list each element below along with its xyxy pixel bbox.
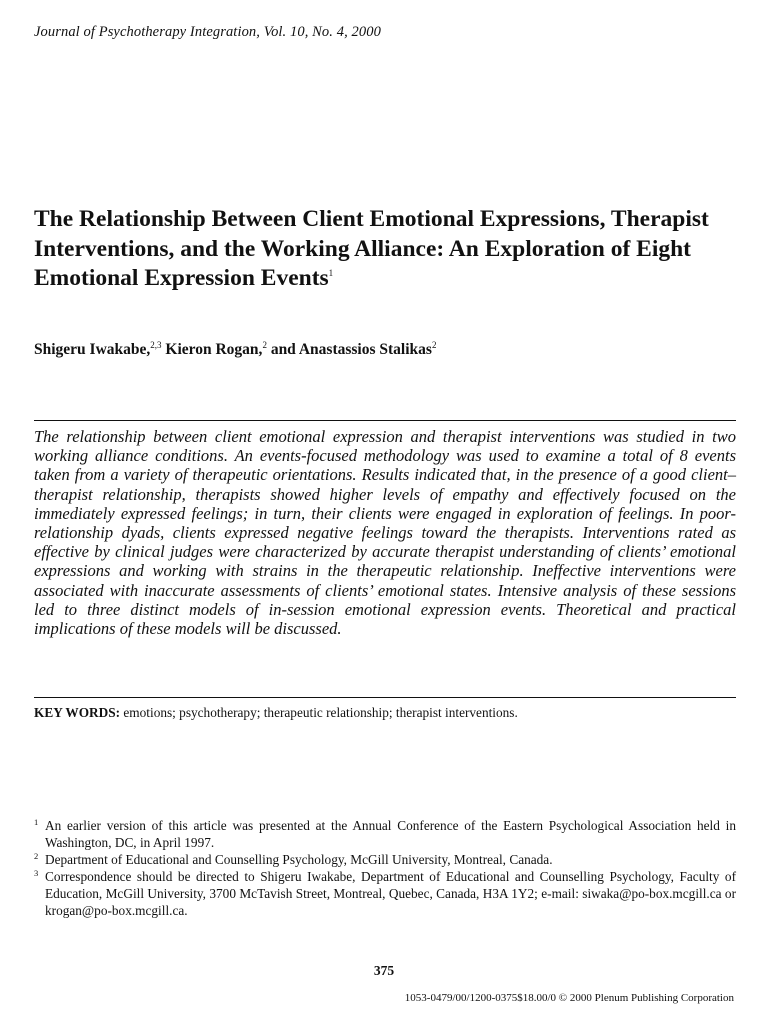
abstract-top-rule [34, 420, 736, 421]
journal-citation: Journal of Psychotherapy Integration, Vol. 10, No. 4, 2000 [34, 24, 381, 40]
author-name: Shigeru Iwakabe, [34, 341, 151, 358]
title-footnote-mark: 1 [328, 268, 334, 279]
author-list [34, 341, 734, 359]
footnote-mark: 2 [34, 851, 39, 861]
copyright-line: 1053-0479/00/1200-0375$18.00/0 © 2000 Plenum Publishing Corporation [404, 992, 734, 1004]
footnote-text: An earlier version of this article was presented at the Annual Conference of the Eastern Psychological Association held in Washington, DC, in April 1997. [45, 818, 736, 850]
footnote [34, 868, 736, 919]
abstract-bottom-rule [34, 697, 736, 698]
footnote-mark: 3 [34, 868, 39, 878]
abstract: The relationship between client emotional expression and therapist interventions was studied in two working alliance conditions. An events-focused methodology was used to examine a total of 8 events taken from a variety of therapeutic orientations. Results indicated that, in the presence of a good client–therapist relationship, therapists showed higher levels of empathy and effectively focused on the immediately expressed feelings; in turn, their clients were engaged in exploration of feelings. In poor-relationship dyads, clients expressed negative feelings toward the therapists. Interventions rated as effective by clinical judges were characterized by accurate therapist understanding of clients’ emotional expressions and working with strains in the therapeutic relationship. Ineffective interventions were associated with inaccurate assessments of clients’ emotional states. Intensive analysis of these sessions led to three distinct models of in-session emotional expression events. Theoretical and practical implications of these models will be discussed. [34, 427, 736, 639]
page-number: 375 [373, 963, 395, 978]
author-affiliation-mark: 2 [262, 339, 267, 350]
article-title-text: The Relationship Between Client Emotional Expressions, Therapist Interventions, and the Working Alliance: An Exploration of Eight Emotional Expression Events [34, 206, 709, 291]
author-name: Kieron Rogan, [165, 341, 263, 358]
keywords-label: KEY WORDS: [34, 705, 121, 720]
author-connector: and [270, 341, 296, 358]
keywords [34, 705, 736, 721]
author-affiliation-mark: 2,3 [150, 339, 162, 350]
article-title [34, 205, 734, 294]
footnote-text: Correspondence should be directed to Shigeru Iwakabe, Department of Educational and Counselling Psychology, Faculty of Education, McGill University, 3700 McTavish Street, Montreal, Quebec, Canada, H3A 1Y2; e-mail: siwaka@po-box.mcgill.ca or krogan@po-box.mcgill.ca. [45, 869, 736, 918]
author-name: Anastassios Stalikas [298, 341, 432, 358]
author-affiliation-mark: 2 [431, 339, 437, 350]
keywords-text: emotions; psychotherapy; therapeutic relationship; therapist interventions. [123, 705, 518, 720]
footnote-mark: 1 [34, 817, 39, 827]
footnotes [34, 817, 736, 919]
footnote-text: Department of Educational and Counselling Psychology, McGill University, Montreal, Canada. [45, 852, 553, 867]
footnote [34, 851, 736, 868]
footnote [34, 817, 736, 851]
